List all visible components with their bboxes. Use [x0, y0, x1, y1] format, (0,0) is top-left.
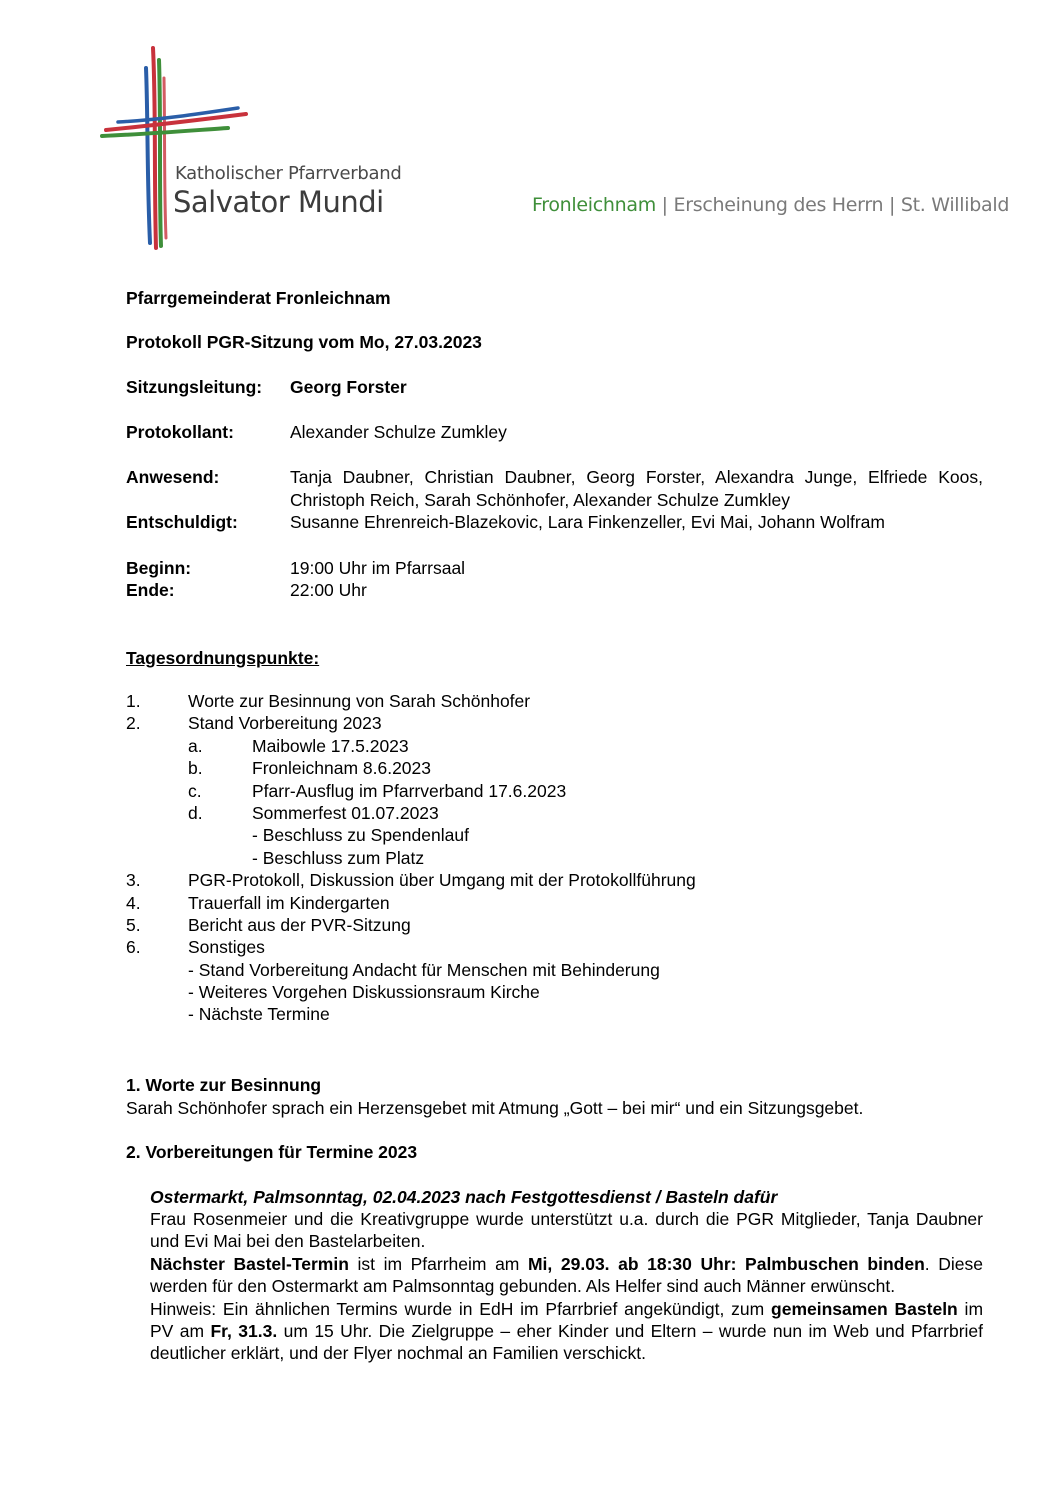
section2-heading: 2. Vorbereitungen für Termine 2023	[126, 1142, 418, 1162]
begin-label: Beginn:	[126, 558, 192, 578]
excused-label: Entschuldigt:	[126, 512, 238, 532]
end-value: 22:00 Uhr	[290, 580, 367, 600]
section2-paragraph: Hinweis: Ein ähnlichen Termins wurde in EdH im Pfarrbrief angekündigt, zum gemeinsamen Basteln im PV am Fr, 31.3. um 15 Uhr. Die Zielgruppe – eher Kinder und Eltern – wurde nun im Web und Pfarrbrief deutlicher erklärt, und der Flyer nochmal an Familien verschickt.	[150, 1298, 984, 1364]
protocol-title: Protokoll PGR-Sitzung vom Mo, 27.03.2023	[126, 332, 482, 352]
chair-label: Sitzungsleitung:	[126, 377, 263, 397]
parish-main: Fronleichnam	[532, 194, 656, 216]
section2-body	[150, 1208, 983, 1365]
section2-paragraph: Frau Rosenmeier und die Kreativgruppe wurde unterstützt u.a. durch die PGR Mitglieder, Tanja Daubner und Evi Mai bei den Bastelarbeiten.	[150, 1209, 983, 1252]
present-value: Tanja Daubner, Christian Daubner, Georg Forster, Alexandra Junge, Elfriede Koos, Christoph Reich, Sarah Schönhofer, Alexander Schulze Zumkley	[290, 467, 983, 510]
recorder-value: Alexander Schulze Zumkley	[290, 422, 507, 442]
excused-value: Susanne Ehrenreich-Blazekovic, Lara Finkenzeller, Evi Mai, Johann Wolfram	[290, 512, 885, 532]
parish-list	[532, 194, 1009, 216]
cross-logo-icon	[98, 38, 258, 253]
section2-paragraph: Nächster Bastel-Termin ist im Pfarrheim am Mi, 29.03. ab 18:30 Uhr: Palmbuschen binden. Diese werden für den Ostermarkt am Palmsonntag gebunden. Als Helfer sind auch Männer erwünscht.	[150, 1253, 983, 1297]
begin-value: 19:00 Uhr im Pfarrsaal	[290, 558, 466, 578]
council-name: Pfarrgemeinderat Fronleichnam	[126, 288, 391, 308]
agenda-heading: Tagesordnungspunkte:	[126, 648, 320, 668]
section1-heading: 1. Worte zur Besinnung	[126, 1075, 322, 1095]
section1-text: Sarah Schönhofer sprach ein Herzensgebet mit Atmung „Gott – bei mir“ und ein Sitzungsgebet.	[126, 1098, 864, 1118]
parish-others: | Erscheinung des Herrn | St. Willibald	[655, 194, 1010, 216]
logo-title: Salvator Mundi	[173, 185, 384, 219]
logo-subtitle: Katholischer Pfarrverband	[175, 163, 402, 184]
present-label: Anwesend:	[126, 467, 220, 487]
section2-subheading: Ostermarkt, Palmsonntag, 02.04.2023 nach Festgottesdienst / Basteln dafür	[150, 1187, 778, 1207]
document-page: Katholischer Pfarrverband Salvator Mundi Fronleichnam | Erscheinung des Herrn | St. Willibald Pfarrgemeinderat Fronleichnam Protokoll PGR-Sitzung vom Mo, 27.03.2023 Sitzungsleitung: Georg Forster Protokollant: Alexander Schulze Zumkley Anwesend: Tanja Daubner, Christian Daubner, Georg Forster, Alexandra Junge, Elfriede Koos, Christoph Reich, Sarah Schönhofer, Alexander Schulze Zumkley Entschuldigt: Susanne Ehrenreich-Blazekovic, Lara Finkenzeller, Evi Mai, Johann Wolfram Beginn: 19:00 Uhr im Pfarrsaal Ende: 22:00 Uhr Tagesordnungspunkte: 1. Worte zur Besinnung von Sarah Schönhofer 2. Stand Vorbereitung 2023 a. Maibowle 17.5.2023 b. Fronleichnam 8.6.2023 c. Pfarr-Ausflug im Pfarrverband 17.6.2023 d. Sommerfest 01.07.2023 - Beschluss zu Spendenlauf - Beschluss zum Platz 3. PGR-Protokoll, Diskussion über Umgang mit der Protokollführung 4. Trauerfall im Kindergarten 5. Bericht aus der PVR-Sitzung 6. Sonstiges - Stand Vorbereitung Andacht für Menschen mit Behinderung - Weiteres Vorgehen Diskussionsraum Kirche - Nächste Termine 1. Worte zur Besinnung Sarah Schönhofer sprach ein Herzensgebet mit Atmung „Gott – bei mir“ und ein Sitzungsgebet. 2. Vorbereitungen für Termine 2023 Ostermarkt, Palmsonntag, 02.04.2023 nach Festgottesdienst / Basteln dafür Frau Rosenmeier und die Kreativgruppe wurde unterstützt u.a. durch die PGR Mitglieder, Tanja Daubner und Evi Mai bei den Bastelarbeiten. Nächster Bastel-Termin ist im Pfarrheim am Mi, 29.03. ab 18:30 Uhr: Palmbuschen binden. Diese werden für den Ostermarkt am Palmsonntag gebunden. Als Helfer sind auch Männer erwünscht. Hinweis: Ein ähnlichen Termins wurde in EdH im Pfarrbrief angekündigt, zum gemeinsamen Basteln im PV am Fr, 31.3. um 15 Uhr. Die Zielgruppe – eher Kinder und Eltern – wurde nun im Web und Pfarrbrief deutlicher erklärt, und der Flyer nochmal an Familien verschickt.	[0, 0, 1058, 1497]
end-label: Ende:	[126, 580, 175, 600]
chair-value: Georg Forster	[290, 377, 407, 397]
recorder-label: Protokollant:	[126, 422, 234, 442]
